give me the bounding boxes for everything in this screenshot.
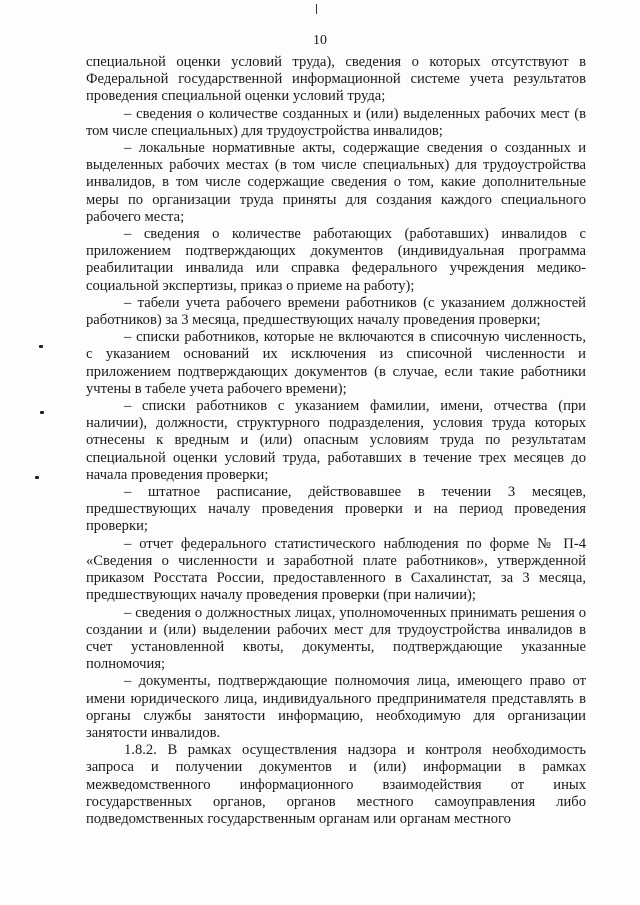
list-item: – списки работников с указанием фамилии, имени, отчества (при наличии), должности, структурного подразделения, условия труда которых отнесены к вредным и (или) опасным условиям труда по результатам специальной оценки условий труда, работавших в течение трех месяцев до начала проведения проверки; [86, 398, 586, 483]
list-item: – локальные нормативные акты, содержащие сведения о созданных и выделенных рабочих местах (в том числе специальных) для трудоустройства инвалидов, в том числе содержащие сведения о том, какие дополнительные меры по организации труда приняты для создания каждого специального рабочего места; [86, 140, 586, 225]
scan-mark [40, 411, 44, 414]
section-paragraph: 1.8.2. В рамках осуществления надзора и контроля необходимость запроса и получении документов и (или) информации в рамках межведомственного информационного взаимодействия от иных государственных органов, органов местного самоуправления либо подведомственных государственным органам или органам местного [86, 742, 586, 827]
list-item: – сведения о количестве созданных и (или) выделенных рабочих мест (в том числе специальных) для трудоустройства инвалидов; [86, 105, 586, 139]
scan-mark [316, 4, 317, 14]
list-item: – документы, подтверждающие полномочия лица, имеющего право от имени юридического лица, индивидуального предпринимателя представлять в органы службы занятости информацию, необходимую для организации занятости инвалидов. [86, 673, 586, 741]
scan-mark [39, 345, 43, 348]
list-item: – сведения о количестве работающих (работавших) инвалидов с приложением подтверждающих документов (индивидуальная программа реабилитации инвалида или справка федерального учреждения медико-социальной экспертизы, приказ о приеме на работу); [86, 226, 586, 294]
list-item: – отчет федерального статистического наблюдения по форме № П-4 «Сведения о численности и заработной плате работников», утвержденной приказом Росстата России, предоставленного в Сахалинстат, за 3 месяца, предшествующих началу проведения проверки (при наличии); [86, 535, 586, 604]
list-item: – списки работников, которые не включаются в списочную численность, с указанием оснований их исключения из списочной численности и приложением подтверждающих документов (в случае, если такие работники учтены в табеле учета рабочего времени); [86, 329, 586, 397]
scan-mark [35, 476, 39, 479]
list-item: – штатное расписание, действовавшее в течении 3 месяцев, предшествующих началу проведения проверки и на период проведения проверки; [86, 484, 586, 535]
document-body [86, 54, 586, 828]
paragraph: специальной оценки условий труда), сведения о которых отсутствуют в Федеральной государственной информационной системе учета результатов проведения специальной оценки условий труда; [86, 54, 586, 105]
list-item: – табели учета рабочего времени работников (с указанием должностей работников) за 3 месяца, предшествующих началу проведения проверки; [86, 294, 586, 329]
page-number: 10 [313, 33, 327, 48]
list-item: – сведения о должностных лицах, уполномоченных принимать решения о создании и (или) выделении рабочих мест для трудоустройства инвалидов в счет установленной квоты, документы, подтверждающие указанные полномочия; [86, 604, 586, 673]
